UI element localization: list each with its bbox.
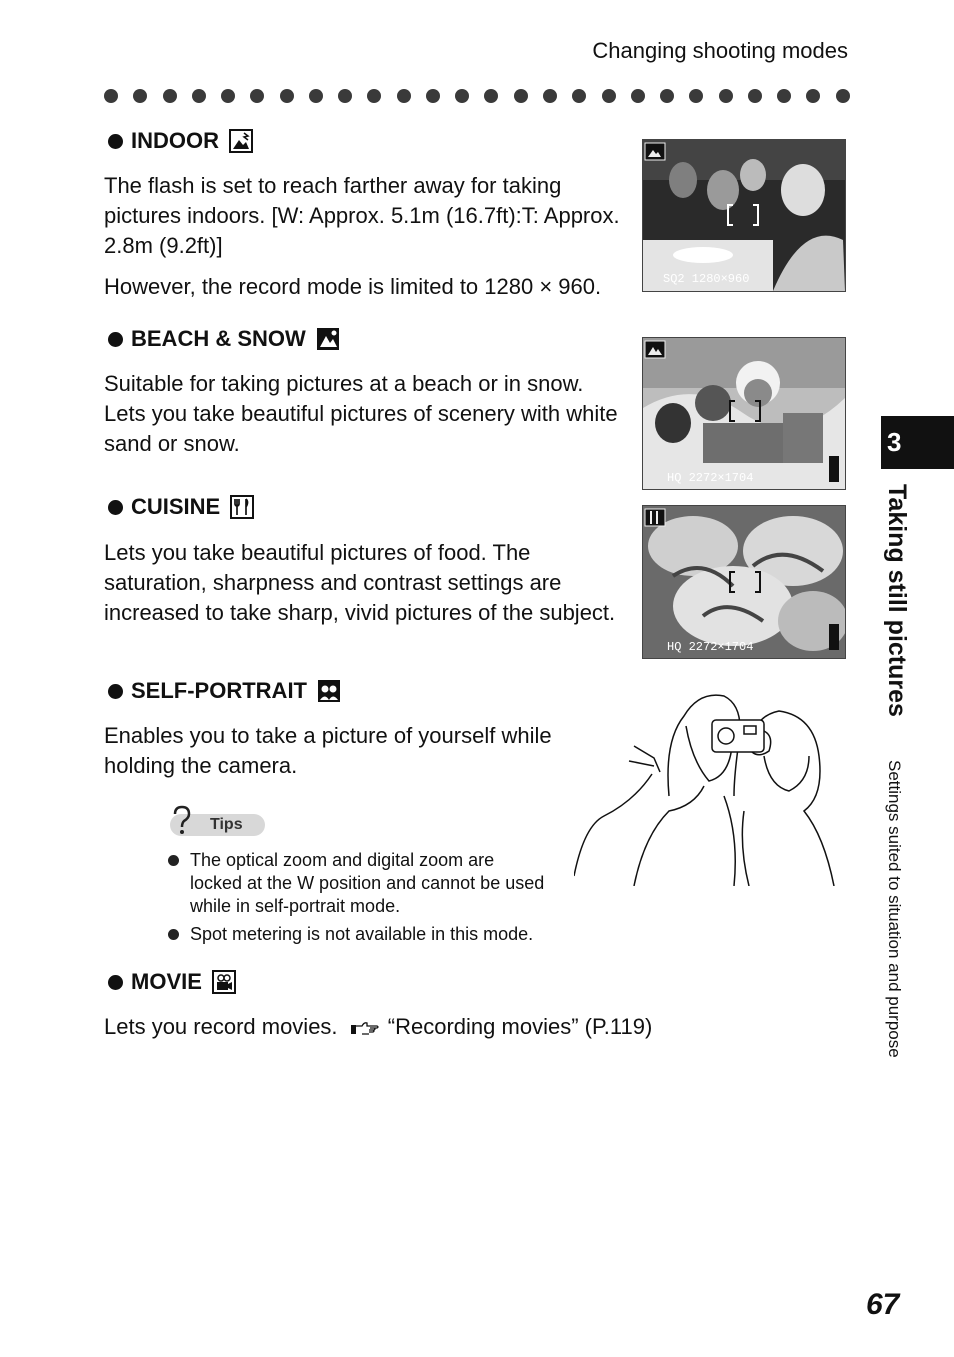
page-number: 67	[866, 1288, 900, 1321]
movie-title: MOVIE	[131, 969, 202, 994]
indoor-heading	[108, 128, 253, 154]
cuisine-photo-overlay: HQ 2272×1704	[667, 640, 754, 654]
cuisine-icon	[230, 495, 254, 519]
tip-bullet-icon	[168, 929, 179, 940]
chapter-subtitle: Settings suited to situation and purpose	[885, 760, 904, 1058]
cuisine-title: CUISINE	[131, 494, 221, 519]
tips-label: Tips	[210, 816, 243, 833]
pointing-hand-icon	[350, 1020, 380, 1036]
self-portrait-heading	[108, 678, 341, 704]
self-portrait-title: SELF-PORTRAIT	[131, 678, 307, 703]
movie-description	[104, 1012, 652, 1042]
chapter-number: 3	[887, 427, 902, 457]
movie-reference-link[interactable]: “Recording movies” (P.119)	[387, 1014, 653, 1039]
cuisine-heading	[108, 494, 254, 520]
beach-snow-heading	[108, 326, 340, 352]
indoor-description: The flash is set to reach farther away for taking pictures indoors. [W: Approx. 5.1m (16.7ft):T: Approx. 2.8m (9.2ft)]	[104, 173, 620, 258]
bullet-icon	[108, 500, 123, 515]
bullet-icon	[108, 332, 123, 347]
indoor-photo-overlay: SQ2 1280×960	[663, 272, 750, 286]
beach-snow-icon	[316, 327, 340, 351]
tip-bullet-icon	[168, 855, 179, 866]
chapter-tab	[881, 416, 954, 469]
tip-item: Spot metering is not available in this mode.	[190, 924, 534, 944]
bullet-icon	[108, 134, 123, 149]
chapter-title: Taking still pictures	[883, 484, 911, 717]
self-portrait-description: Enables you to take a picture of yourself while holding the camera.	[104, 723, 552, 778]
beach-snow-title: BEACH & SNOW	[131, 326, 306, 351]
self-portrait-icon	[317, 679, 341, 703]
movie-heading	[108, 969, 236, 995]
bullet-icon	[108, 975, 123, 990]
bullet-icon	[108, 684, 123, 699]
self-portrait-illustration	[574, 686, 846, 886]
movie-icon	[212, 970, 236, 994]
indoor-note: However, the record mode is limited to 1280 × 960.	[104, 274, 602, 299]
running-header: Changing shooting modes	[592, 38, 848, 63]
question-icon	[169, 805, 195, 835]
beach-snow-photo	[642, 337, 846, 490]
tip-item: The optical zoom and digital zoom are locked at the W position and cannot be used while in self-portrait mode.	[190, 850, 545, 916]
beach-snow-description: Suitable for taking pictures at a beach or in snow. Lets you take beautiful pictures of scenery with white sand or snow.	[104, 371, 618, 456]
indoor-icon	[229, 129, 253, 153]
indoor-photo	[642, 139, 846, 292]
cuisine-description: Lets you take beautiful pictures of food. The saturation, sharpness and contrast settings are increased to take sharp, vivid pictures of the subject.	[104, 540, 616, 625]
beach-snow-photo-overlay: HQ 2272×1704	[667, 471, 754, 485]
indoor-title: INDOOR	[131, 128, 219, 153]
cuisine-photo	[642, 505, 846, 659]
dot-divider	[104, 89, 850, 107]
movie-text: Lets you record movies.	[104, 1014, 338, 1039]
